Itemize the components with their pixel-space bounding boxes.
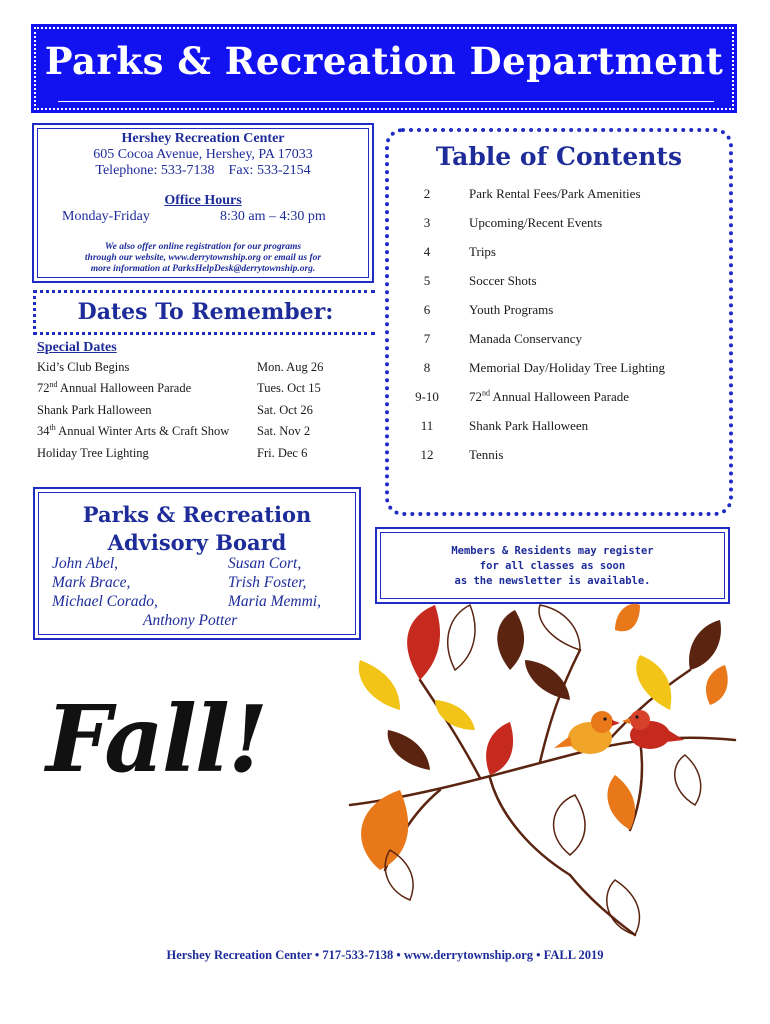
online-registration-note [44, 242, 362, 275]
board-member: Maria Memmi, [228, 593, 321, 610]
banner-divider [58, 101, 714, 102]
toc-label: Memorial Day/Holiday Tree Lighting [469, 360, 666, 375]
board-member: Anthony Potter [143, 612, 238, 629]
orange-leaf-icon [615, 604, 640, 632]
office-hours-title: Office Hours [164, 193, 242, 208]
office-hours-time: 8:30 am – 4:30 pm [220, 209, 326, 224]
toc-label-rest: Annual Halloween Parade [490, 389, 629, 404]
center-name: Hershey Recreation Center [121, 131, 285, 146]
toc-title: Table of Contents [435, 142, 683, 171]
toc-label: Soccer Shots [469, 273, 537, 288]
event-name-rest: Annual Winter Arts & Craft Show [55, 424, 230, 438]
toc-label: Park Rental Fees/Park Amenities [469, 186, 641, 201]
yellow-leaf-icon [359, 660, 400, 710]
branch-icon [350, 650, 735, 935]
members-notice-box [375, 527, 730, 604]
red-leaf-icon [407, 605, 440, 680]
orange-leaf-icon [607, 775, 635, 830]
members-notice-line: Members & Residents may register [451, 545, 654, 557]
event-ordinal-suffix: nd [49, 379, 58, 389]
yellow-leaf-icon [435, 700, 475, 730]
event-name: Holiday Tree Lighting [37, 446, 149, 460]
toc-page: 7 [423, 331, 431, 346]
outline-leaf-icon [675, 755, 701, 805]
toc-label [469, 389, 629, 405]
toc-ordinal-suffix: nd [482, 388, 490, 398]
board-title-line: Advisory Board [107, 530, 287, 555]
yellow-leaf-icon [636, 655, 671, 710]
toc-page: 6 [423, 302, 431, 317]
board-title [35, 501, 359, 557]
event-name: Shank Park Halloween [37, 403, 152, 417]
event-date: Mon. Aug 26 [257, 360, 324, 374]
board-member: Mark Brace, [52, 574, 131, 591]
online-note-line: We also offer online registration for our programs [104, 242, 302, 252]
toc-page: 3 [423, 215, 431, 230]
dates-title: Dates To Remember: [77, 299, 334, 325]
toc-label: Youth Programs [469, 302, 554, 317]
center-phone-fax: Telephone: 533-7138 Fax: 533-2154 [95, 163, 311, 178]
red-leaf-icon [486, 722, 513, 775]
office-hours-days: Monday-Friday [62, 209, 150, 224]
event-name [37, 381, 191, 396]
fall-headline: Fall! [46, 685, 267, 793]
page-title: Parks & Recreation Department [44, 39, 724, 83]
toc-page: 4 [423, 244, 431, 259]
orange-bird-icon [554, 711, 620, 754]
event-ordinal: 34 [37, 424, 50, 438]
event-name [37, 424, 229, 439]
board-title-line: Parks & Recreation [82, 502, 312, 527]
brown-leaf-icon [388, 730, 430, 770]
event-date: Tues. Oct 15 [257, 381, 321, 395]
footer-line: Hershey Recreation Center • 717-533-7138 • www.derrytownship.org • FALL 2019 [166, 948, 604, 962]
board-member: Michael Corado, [52, 593, 158, 610]
toc-label: Manada Conservancy [469, 331, 582, 346]
brown-leaf-icon [525, 660, 570, 700]
toc-label: Tennis [469, 447, 504, 462]
autumn-leaves-illustration [340, 600, 740, 950]
toc-page: 2 [423, 186, 431, 201]
outline-leaf-icon [448, 605, 475, 670]
toc-label: Upcoming/Recent Events [469, 215, 603, 230]
board-member: John Abel, [52, 555, 119, 572]
toc-page: 8 [423, 360, 431, 375]
event-ordinal: 72 [37, 381, 50, 395]
event-date: Fri. Dec 6 [257, 446, 308, 460]
special-dates-heading: Special Dates [37, 340, 117, 355]
toc-page: 5 [423, 273, 431, 288]
dates-title-box [33, 290, 375, 335]
outline-leaf-icon [539, 605, 580, 650]
advisory-board-box [33, 487, 361, 640]
toc-label: Shank Park Halloween [469, 418, 589, 433]
event-date: Sat. Nov 2 [257, 424, 311, 438]
table-of-contents [385, 128, 733, 516]
event-date: Sat. Oct 26 [257, 403, 313, 417]
brown-leaf-icon [689, 620, 721, 670]
members-notice-line: for all classes as soon [479, 560, 626, 572]
online-note-line: through our website, www.derrytownship.org or email us for [84, 253, 322, 263]
board-member: Susan Cort, [228, 555, 302, 572]
board-member: Trish Foster, [228, 574, 307, 591]
members-notice-line: as the newsletter is available. [454, 575, 651, 587]
brown-leaf-icon [497, 610, 524, 670]
center-info-box [32, 123, 374, 283]
toc-label: Trips [469, 244, 496, 259]
header-banner [34, 27, 734, 110]
outline-leaf-icon [554, 795, 585, 855]
members-notice-text [377, 544, 728, 589]
toc-page: 12 [420, 447, 434, 462]
center-address: 605 Cocoa Avenue, Hershey, PA 17033 [93, 147, 313, 162]
toc-page: 11 [420, 418, 434, 433]
online-note-line: more information at ParksHelpDesk@derrytownship.org. [90, 264, 316, 274]
orange-leaf-icon [706, 665, 728, 705]
event-name-rest: Annual Halloween Parade [57, 381, 192, 395]
toc-ordinal: 72 [469, 389, 482, 404]
event-name: Kid’s Club Begins [37, 360, 130, 374]
event-ordinal-suffix: th [49, 422, 56, 432]
toc-page: 9-10 [415, 389, 439, 404]
